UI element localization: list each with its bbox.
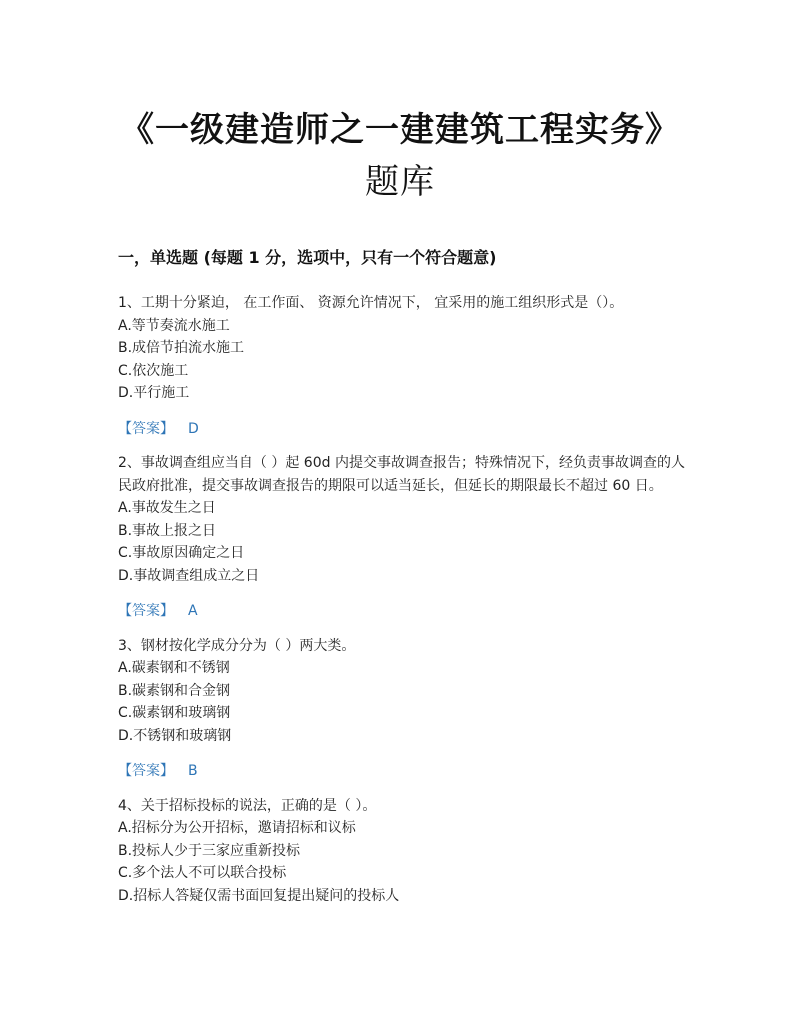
question-text: 4、关于招标投标的说法，正确的是（ ）。: [118, 797, 377, 814]
question-text: 1、工期十分紧迫， 在工作面、 资源允许情况下， 宜采用的施工组织形式是（）。: [118, 295, 624, 311]
option-a: A.等节奏流水施工: [118, 317, 230, 334]
option-c: C.碳素钢和玻璃钢: [118, 705, 231, 721]
question-list: [118, 292, 698, 919]
question-1: [118, 292, 698, 440]
option-b: B.投标人少于三家应重新投标: [118, 842, 301, 859]
question-4: [118, 795, 698, 908]
question-text: 2、事故调查组应当自（ ）起 60d 内提交事故调查报告；特殊情况下，经负责事故调查的人民政府批准，提交事故调查报告的期限可以适当延长，但延长的期限最长不超过 60 日。: [118, 455, 685, 494]
question-3: [118, 635, 698, 783]
option-d: D.事故调查组成立之日: [118, 567, 260, 584]
section-heading: 一，单选题 (每题 1 分，选项中，只有一个符合题意): [118, 248, 497, 267]
question-text: 3、钢材按化学成分分为（ ）两大类。: [118, 637, 356, 654]
option-c: C.依次施工: [118, 362, 189, 379]
answer-label: 【答案】: [118, 420, 174, 437]
option-a: A.事故发生之日: [118, 500, 216, 516]
option-b: B.事故上报之日: [118, 522, 217, 539]
answer-value: D: [188, 420, 199, 437]
document-subtitle: 题库: [365, 162, 435, 202]
option-a: A.招标分为公开招标，邀请招标和议标: [118, 820, 356, 836]
answer-label: 【答案】: [118, 603, 174, 619]
option-d: D.招标人答疑仅需书面回复提出疑问的投标人: [118, 887, 400, 904]
answer-line: [118, 760, 698, 783]
option-d: D.不锈钢和玻璃钢: [118, 727, 232, 744]
option-d: D.平行施工: [118, 385, 190, 401]
option-b: B.成倍节拍流水施工: [118, 340, 245, 356]
question-2: [118, 452, 698, 623]
answer-line: [118, 600, 698, 623]
answer-value: B: [188, 763, 198, 779]
option-a: A.碳素钢和不锈钢: [118, 660, 230, 676]
answer-value: A: [188, 603, 198, 619]
answer-line: [118, 418, 698, 441]
option-c: C.多个法人不可以联合投标: [118, 865, 287, 881]
option-c: C.事故原因确定之日: [118, 545, 245, 561]
option-b: B.碳素钢和合金钢: [118, 682, 231, 699]
answer-label: 【答案】: [118, 763, 174, 779]
document-title: 《一级建造师之一建建筑工程实务》: [120, 110, 680, 150]
